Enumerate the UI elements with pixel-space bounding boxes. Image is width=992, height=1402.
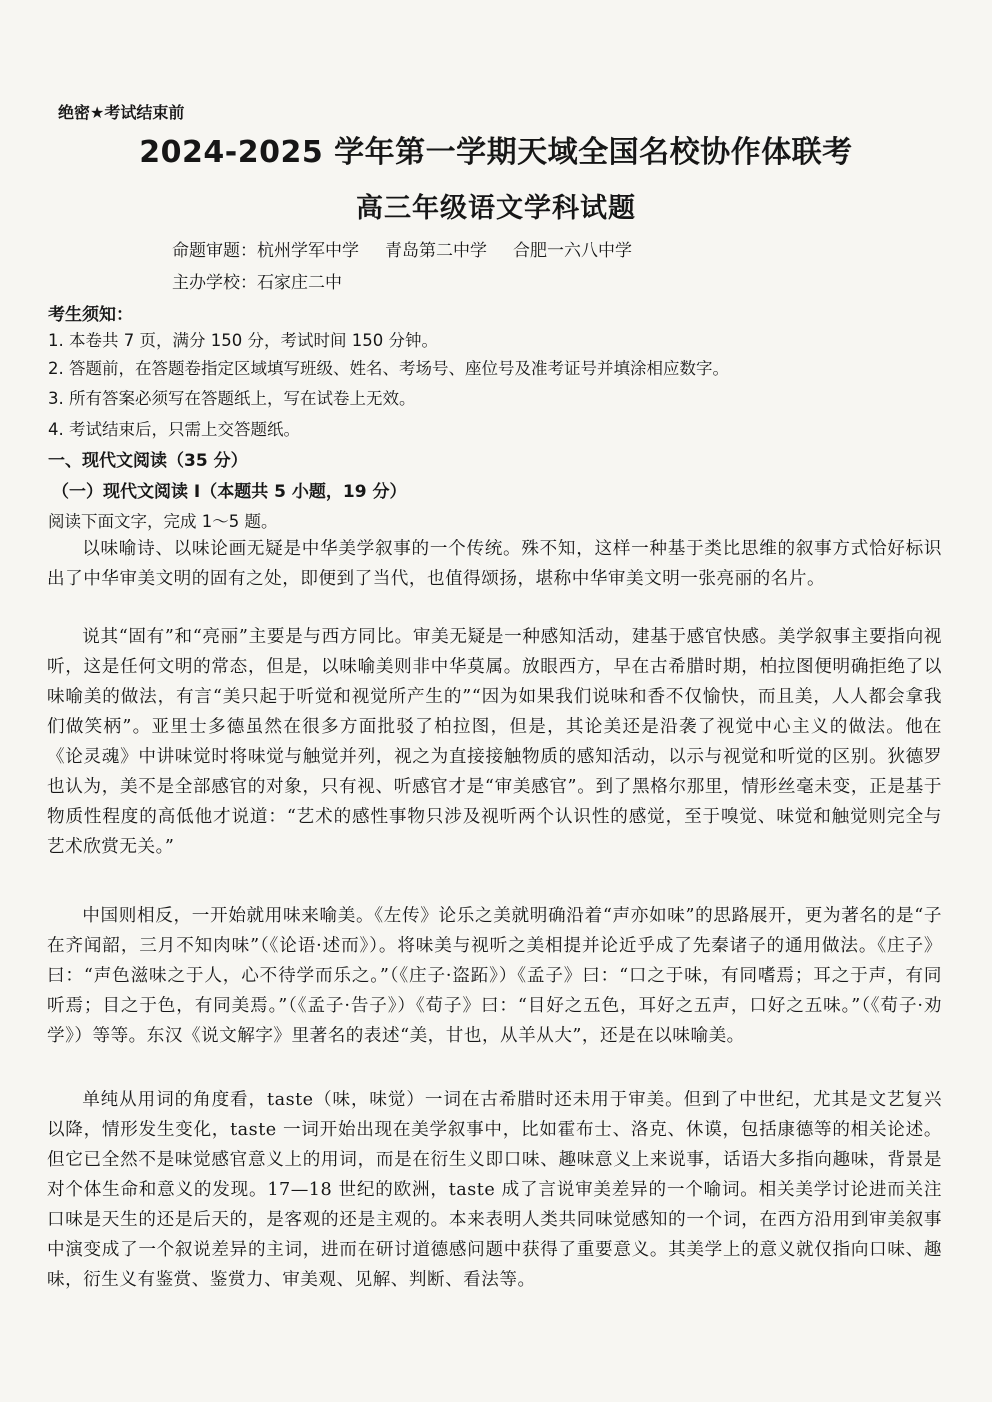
exam-subtitle: 高三年级语文学科试题 — [356, 193, 636, 224]
proposer-3: 合肥一六八中学 — [513, 241, 632, 261]
notice-title: 考生须知： — [48, 305, 133, 325]
secret-mark: 绝密★考试结束前 — [58, 103, 185, 122]
host-school: 主办学校：石家庄二中 — [172, 273, 342, 293]
section-title: 一、现代文阅读（35 分） — [48, 451, 248, 471]
notice-item: 4. 考试结束后，只需上交答题纸。 — [48, 420, 300, 439]
proposer-1: 命题审题：杭州学军中学 — [172, 241, 359, 261]
notice-item: 1. 本卷共 7 页，满分 150 分，考试时间 150 分钟。 — [48, 331, 438, 350]
proposer-2: 青岛第二中学 — [385, 241, 487, 261]
notice-item: 2. 答题前，在答题卷指定区域填写班级、姓名、考场号、座位号及准考证号并填涂相应数字。 — [48, 359, 729, 378]
exam-title: 2024-2025 学年第一学期天域全国名校协作体联考 — [139, 135, 853, 170]
section-instruction: 阅读下面文字，完成 1～5 题。 — [48, 512, 278, 531]
notice-item: 3. 所有答案必须写在答题纸上，写在试卷上无效。 — [48, 389, 416, 408]
passage-paragraph-4: 单纯从用词的角度看，taste（味，味觉）一词在古希腊时还未用于审美。但到了中世纪，尤其是文艺复兴以降，情形发生变化，taste 一词开始出现在美学叙事中，比如霍布士、洛克、休谟，包括康德等的相关论述。但它已全然不是味觉感官意义上的用词，而是在衍生义即口味、趣味意义上来说事，话语大多指向趣味，背景是对个体生命和意义的发现。17—18 世纪的欧洲，taste 成了言说审美差异的一个喻词。相关美学讨论进而关注口味是天生的还是后天的，是客观的还是主观的。本来表明人类共同味觉感知的一个词，在西方沿用到审美叙事中演变成了一个叙说差异的主词，进而在研讨道德感问题中获得了重要意义。其美学上的意义就仅指向口味、趣味，衍生义有鉴赏、鉴赏力、审美观、见解、判断、看法等。 — [47, 1090, 942, 1290]
proposer-line — [172, 236, 632, 261]
passage-paragraph-2: 说其“固有”和“亮丽”主要是与西方同比。审美无疑是一种感知活动，建基于感官快感。美学叙事主要指向视听，这是任何文明的常态，但是，以味喻美则非中华莫属。放眼西方，早在古希腊时期，柏拉图便明确拒绝了以味喻美的做法，有言“美只起于听觉和视觉所产生的”“因为如果我们说味和香不仅愉快，而且美，人人都会拿我们做笑柄”。亚里士多德虽然在很多方面批驳了柏拉图，但是，其论美还是沿袭了视觉中心主义的做法。他在《论灵魂》中讲味觉时将味觉与触觉并列，视之为直接接触物质的感知活动，以示与视觉和听觉的区别。狄德罗也认为，美不是全部感官的对象，只有视、听感官才是“审美感官”。到了黑格尔那里，情形丝毫未变，正是基于物质性程度的高低他才说道：“艺术的感性事物只涉及视听两个认识性的感觉，至于嗅觉、味觉和触觉则完全与艺术欣赏无关。” — [47, 627, 942, 857]
section-subtitle: （一）现代文阅读 I（本题共 5 小题，19 分） — [52, 482, 407, 502]
passage-paragraph-3: 中国则相反，一开始就用味来喻美。《左传》论乐之美就明确沿着“声亦如味”的思路展开，更为著名的是“子在齐闻韶，三月不知肉味”（《论语·述而》）。将味美与视听之美相提并论近乎成了先秦诸子的通用做法。《庄子》曰：“声色滋味之于人，心不待学而乐之。”（《庄子·盗跖》）《孟子》曰：“口之于味，有同嗜焉；耳之于声，有同听焉；目之于色，有同美焉。”（《孟子·告子》）《荀子》曰：“目好之五色，耳好之五声，口好之五味。”（《荀子·劝学》）等等。东汉《说文解字》里著名的表述“美，甘也，从羊从大”，还是在以味喻美。 — [47, 906, 942, 1046]
passage-paragraph-1: 以味喻诗、以味论画无疑是中华美学叙事的一个传统。殊不知，这样一种基于类比思维的叙事方式恰好标识出了中华审美文明的固有之处，即便到了当代，也值得颂扬，堪称中华审美文明一张亮丽的名片。 — [47, 539, 942, 589]
